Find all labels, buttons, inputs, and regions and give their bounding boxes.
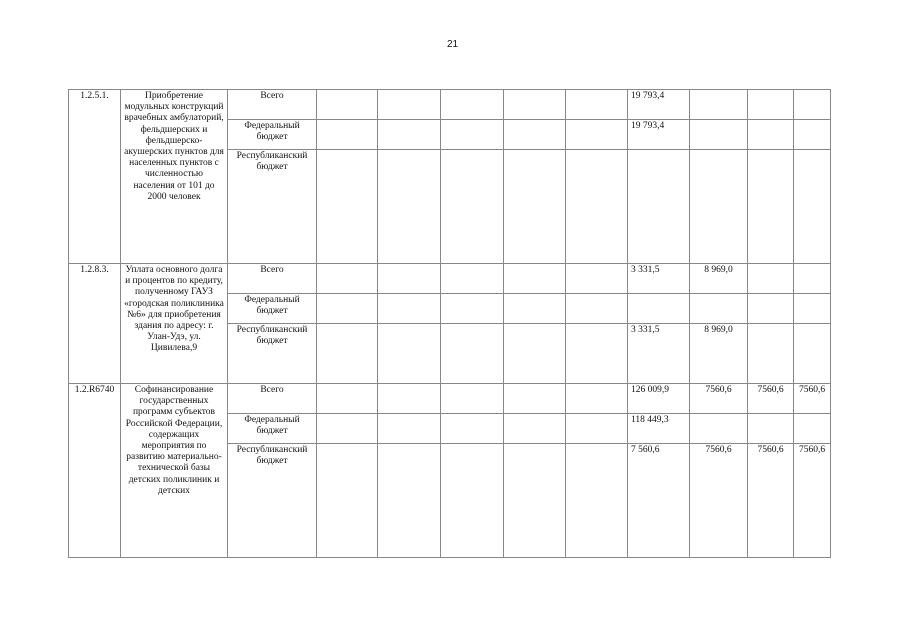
empty-cell <box>441 264 504 294</box>
value-cell <box>748 294 794 324</box>
value-cell <box>748 414 794 444</box>
value-cell <box>794 324 831 384</box>
empty-cell <box>317 384 378 414</box>
value-cell <box>690 90 748 120</box>
value-cell <box>748 120 794 150</box>
value-cell: 19 793,4 <box>628 90 690 120</box>
empty-cell <box>378 444 441 558</box>
empty-cell <box>504 324 566 384</box>
value-cell: 118 449,3 <box>628 414 690 444</box>
row-name: Уплата основного долга и процентов по кредиту, полученному ГАУЗ «городская поликлиника №6» для приобретения здания по адресу: г. Улан-Удэ, ул. Цивилева,9 <box>121 264 228 384</box>
empty-cell <box>317 294 378 324</box>
empty-cell <box>504 444 566 558</box>
empty-cell <box>317 150 378 264</box>
empty-cell <box>566 294 628 324</box>
value-cell: 8 969,0 <box>690 264 748 294</box>
empty-cell <box>441 444 504 558</box>
value-cell <box>690 414 748 444</box>
empty-cell <box>566 324 628 384</box>
empty-cell <box>441 414 504 444</box>
empty-cell <box>317 414 378 444</box>
source-label: Федеральный бюджет <box>228 120 317 150</box>
source-label: Республиканский бюджет <box>228 324 317 384</box>
source-label: Федеральный бюджет <box>228 294 317 324</box>
empty-cell <box>378 294 441 324</box>
empty-cell <box>317 90 378 120</box>
empty-cell <box>504 294 566 324</box>
empty-cell <box>441 294 504 324</box>
value-cell: 7560,6 <box>690 444 748 558</box>
source-label: Всего <box>228 384 317 414</box>
table-row <box>69 90 831 120</box>
row-code: 1.2.8.3. <box>69 264 121 384</box>
empty-cell <box>504 90 566 120</box>
value-cell <box>794 150 831 264</box>
empty-cell <box>378 324 441 384</box>
empty-cell <box>504 384 566 414</box>
value-cell <box>794 414 831 444</box>
value-cell <box>690 150 748 264</box>
empty-cell <box>317 324 378 384</box>
value-cell: 7560,6 <box>690 384 748 414</box>
empty-cell <box>566 264 628 294</box>
value-cell <box>628 294 690 324</box>
empty-cell <box>504 120 566 150</box>
value-cell <box>628 150 690 264</box>
empty-cell <box>566 150 628 264</box>
value-cell <box>794 264 831 294</box>
empty-cell <box>378 90 441 120</box>
value-cell <box>794 294 831 324</box>
empty-cell <box>378 150 441 264</box>
value-cell: 19 793,4 <box>628 120 690 150</box>
empty-cell <box>378 384 441 414</box>
source-label: Федеральный бюджет <box>228 414 317 444</box>
empty-cell <box>566 444 628 558</box>
row-name: Софинансирование государственных программ субъектов Российской Федерации, содержащих мероприятия по развитию материально-технической базы детских поликлиник и детских <box>121 384 228 558</box>
source-label: Всего <box>228 264 317 294</box>
value-cell: 8 969,0 <box>690 324 748 384</box>
value-cell: 7 560,6 <box>628 444 690 558</box>
empty-cell <box>317 444 378 558</box>
value-cell: 7560,6 <box>748 384 794 414</box>
page-number: 21 <box>446 39 459 50</box>
empty-cell <box>378 414 441 444</box>
empty-cell <box>566 120 628 150</box>
empty-cell <box>566 90 628 120</box>
row-name: Приобретение модульных конструкций врачебных амбулаторий, фельдшерских и фельдшерско-акушерских пунктов для населенных пунктов с численностью населения от 101 до 2000 человек <box>121 90 228 264</box>
empty-cell <box>441 324 504 384</box>
budget-table <box>68 89 831 558</box>
empty-cell <box>317 120 378 150</box>
value-cell <box>794 90 831 120</box>
empty-cell <box>566 414 628 444</box>
value-cell: 7560,6 <box>748 444 794 558</box>
value-cell <box>748 324 794 384</box>
value-cell <box>690 120 748 150</box>
empty-cell <box>504 150 566 264</box>
empty-cell <box>504 264 566 294</box>
value-cell <box>748 90 794 120</box>
value-cell <box>690 294 748 324</box>
empty-cell <box>317 264 378 294</box>
value-cell: 126 009,9 <box>628 384 690 414</box>
value-cell <box>748 264 794 294</box>
empty-cell <box>441 384 504 414</box>
value-cell: 7560,6 <box>794 444 831 558</box>
value-cell: 3 331,5 <box>628 264 690 294</box>
empty-cell <box>378 120 441 150</box>
value-cell: 7560,6 <box>794 384 831 414</box>
table-row <box>69 264 831 294</box>
empty-cell <box>566 384 628 414</box>
value-cell: 3 331,5 <box>628 324 690 384</box>
empty-cell <box>441 90 504 120</box>
empty-cell <box>441 120 504 150</box>
row-code: 1.2.5.1. <box>69 90 121 264</box>
empty-cell <box>504 414 566 444</box>
source-label: Всего <box>228 90 317 120</box>
empty-cell <box>378 264 441 294</box>
table-row <box>69 384 831 414</box>
source-label: Республиканский бюджет <box>228 150 317 264</box>
source-label: Республиканский бюджет <box>228 444 317 558</box>
value-cell <box>794 120 831 150</box>
empty-cell <box>441 150 504 264</box>
value-cell <box>748 150 794 264</box>
row-code: 1.2.R6740 <box>69 384 121 558</box>
